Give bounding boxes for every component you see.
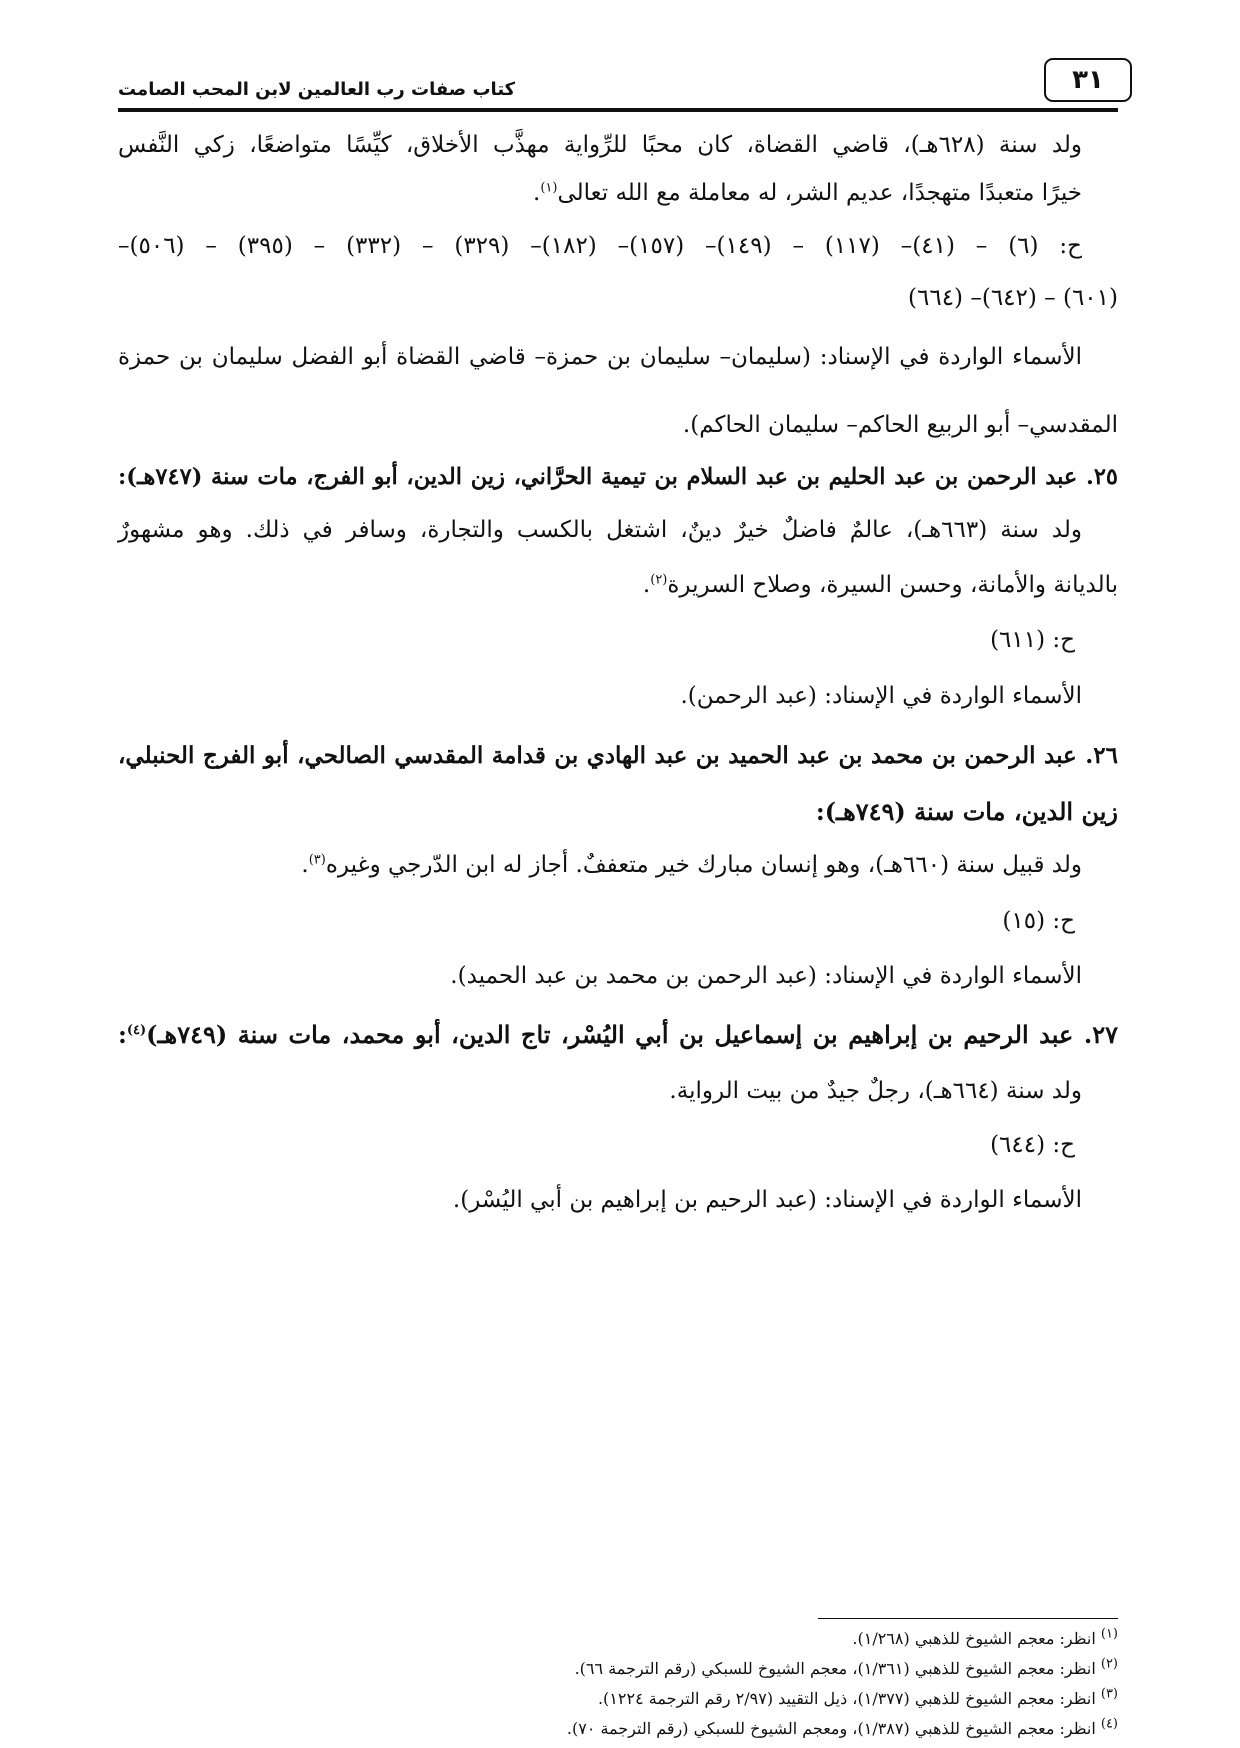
text-line: ح: (٦١١) bbox=[990, 627, 1075, 653]
text-line: الأسماء الواردة في الإسناد: (سليمان– سليمان بن حمزة– قاضي القضاة أبو الفضل سليمان بن حمزة bbox=[118, 344, 1082, 370]
text-line: ولد سنة (٦٦٣هـ)، عالمٌ فاضلٌ خيرٌ دينٌ، اشتغل بالكسب والتجارة، وسافر في ذلك. وهو مشهورٌ bbox=[118, 517, 1082, 543]
text-line: الأسماء الواردة في الإسناد: (عبد الرحمن). bbox=[680, 683, 1082, 709]
page-header bbox=[118, 56, 1118, 112]
text-line: خيرًا متعبدًا متهجدًا، عديم الشر، له معاملة مع الله تعالى$^{(١)}$. bbox=[533, 180, 1082, 206]
text-line: الأسماء الواردة في الإسناد: (عبد الرحيم بن إبراهيم بن أبي اليُسْر). bbox=[452, 1187, 1082, 1213]
footnote: $^{(٣)}$ انظر: معجم الشيوخ للذهبي (١/٣٧٧)، ذيل التقييد (٢/٩٧ رقم الترجمة ١٢٢٤). bbox=[597, 1686, 1118, 1708]
entry-heading: ٢٦. عبد الرحمن بن محمد بن عبد الحميد بن عبد الهادي بن قدامة المقدسي الصالحي، أبو الفرج الحنبلي، bbox=[118, 742, 1118, 769]
footnote-ref: (٤) bbox=[126, 1023, 147, 1038]
book-title: كتاب صفات رب العالمين لابن المحب الصامت bbox=[118, 79, 516, 100]
text-line: ولد سنة (٦٦٤هـ)، رجلٌ جيدٌ من بيت الرواية. bbox=[669, 1078, 1082, 1104]
footnote: $^{(١)}$ انظر: معجم الشيوخ للذهبي (١/٢٦٨). bbox=[852, 1626, 1118, 1648]
text-line: ح: (٦) – (٤١)– (١١٧) – (١٤٩)– (١٥٧)– (١٨٢)– (٣٢٩) – (٣٣٢) – (٣٩٥) – (٥٠٦)– bbox=[118, 233, 1082, 259]
footnote-last bbox=[118, 1717, 1118, 1741]
footnote: $^{(٢)}$ انظر: معجم الشيوخ للذهبي (١/٣٦١)، معجم الشيوخ للسبكي (رقم الترجمة ٦٦). bbox=[574, 1656, 1118, 1678]
text-line: ولد قبيل سنة (٦٦٠هـ)، وهو إنسان مبارك خير متعففٌ. أجاز له ابن الدّرجي وغيره$^{(٣)}$. bbox=[301, 852, 1082, 878]
footnote-ref: (٤) bbox=[1100, 1716, 1118, 1732]
text-line: المقدسي– أبو الربيع الحاكم– سليمان الحاكم). bbox=[682, 412, 1118, 438]
footnote-divider bbox=[818, 1618, 1118, 1619]
text-line: (٦٠١) – (٦٤٢)– (٦٦٤) bbox=[908, 285, 1118, 311]
footnote-ref: (١) bbox=[540, 180, 558, 196]
entry-heading: زين الدين، مات سنة (٧٤٩هـ): bbox=[815, 797, 1118, 826]
text-line: ح: (١٥) bbox=[1002, 908, 1075, 934]
text-line: ح: (٦٤٤) bbox=[990, 1132, 1075, 1158]
entry-heading: ٢٧. عبد الرحيم بن إبراهيم بن إسماعيل بن أبي اليُسْر، تاج الدين، أبو محمد، مات سنة (٧٤٩هـ)$^{(٤)}$: bbox=[118, 1020, 1118, 1049]
text-line: ولد سنة (٦٢٨هـ)، قاضي القضاة، كان محبًا للرِّواية مهذَّب الأخلاق، كيِّسًا متواضعًا، زكي النَّفس bbox=[118, 132, 1083, 158]
text-line: بالديانة والأمانة، وحسن السيرة، وصلاح السريرة$^{(٢)}$. bbox=[642, 572, 1118, 598]
footnote-text: انظر: معجم الشيوخ للذهبي (١/٣٨٧)، ومعجم الشيوخ للسبكي (رقم الترجمة ٧٠). bbox=[566, 1719, 1096, 1738]
entry-heading: ٢٥. عبد الرحمن بن عبد الحليم بن عبد السلام بن تيمية الحرَّاني، زين الدين، أبو الفرج، مات سنة (٧٤٧هـ): bbox=[118, 464, 1118, 490]
footnote-ref: (٢) bbox=[650, 572, 668, 588]
page-number: ٣١ bbox=[1044, 58, 1132, 102]
text-line: الأسماء الواردة في الإسناد: (عبد الرحمن بن محمد بن عبد الحميد). bbox=[450, 963, 1082, 989]
footnote-ref: (٣) bbox=[308, 852, 326, 868]
